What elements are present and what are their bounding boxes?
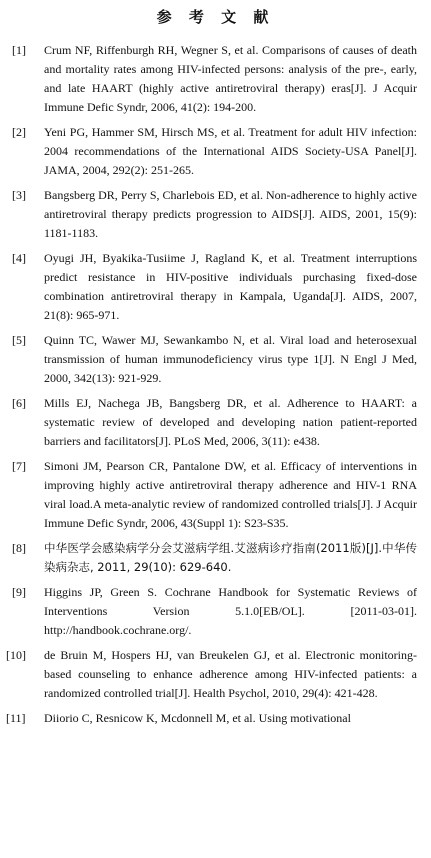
reference-list — [0, 41, 431, 734]
reference-item — [0, 186, 431, 243]
reference-number: [4] — [12, 251, 26, 265]
reference-item — [0, 457, 431, 533]
reference-item — [0, 539, 431, 577]
reference-item — [0, 331, 431, 388]
reference-item — [0, 394, 431, 451]
reference-number: [1] — [12, 43, 26, 57]
reference-number: [6] — [12, 396, 26, 410]
reference-text: 中华医学会感染病学分会艾滋病学组.艾滋病诊疗指南(2011版)[J].中华传染病杂志, 2011, 29(10): 629-640. — [44, 541, 417, 574]
reference-number: [10] — [6, 648, 26, 662]
reference-item — [0, 41, 431, 117]
reference-text: Yeni PG, Hammer SM, Hirsch MS, et al. Treatment for adult HIV infection: 2004 recommendations of the International AIDS Society-USA Panel[J]. JAMA, 2004, 292(2): 251-265. — [44, 125, 417, 177]
reference-number: [3] — [12, 188, 26, 202]
reference-number: [9] — [12, 585, 26, 599]
references-heading: 参 考 文 献 — [156, 8, 275, 26]
reference-number: [8] — [12, 541, 26, 555]
reference-text: Mills EJ, Nachega JB, Bangsberg DR, et al. Adherence to HAART: a systematic review of developed and developing nation patient-reported barriers and facilitators[J]. PLoS Med, 2006, 3(11): e438. — [44, 396, 417, 448]
reference-text: Oyugi JH, Byakika-Tusiime J, Ragland K, et al. Treatment interruptions predict resistance in HIV-positive individuals purchasing fixed-dose combination antiretroviral therapy in Kampala, Uganda[J]. AIDS, 2007, 21(8): 965-971. — [44, 251, 417, 322]
reference-item — [0, 123, 431, 180]
reference-text: Quinn TC, Wawer MJ, Sewankambo N, et al. Viral load and heterosexual transmission of human immunodeficiency virus type 1[J]. N Engl J Med, 2000, 342(13): 921-929. — [44, 333, 417, 385]
reference-text: de Bruin M, Hospers HJ, van Breukelen GJ, et al. Electronic monitoring-based counseling to enhance adherence among HIV-infected patients: a randomized controlled trial[J]. Health Psychol, 2010, 29(4): 421-428. — [44, 648, 417, 700]
reference-item — [0, 249, 431, 325]
reference-number: [11] — [6, 711, 26, 725]
reference-text: Bangsberg DR, Perry S, Charlebois ED, et al. Non-adherence to highly active antiretroviral therapy predicts progression to AIDS[J]. AIDS, 2001, 15(9): 1181-1183. — [44, 188, 417, 240]
reference-text: Diiorio C, Resnicow K, Mcdonnell M, et al. Using motivational — [44, 711, 351, 725]
reference-number: [7] — [12, 459, 26, 473]
reference-number: [2] — [12, 125, 26, 139]
reference-text: Crum NF, Riffenburgh RH, Wegner S, et al. Comparisons of causes of death and mortality rates among HIV-infected persons: analysis of the pre-, early, and late HAART (highly active antiretroviral therapy) eras[J]. J Acquir Immune Defic Syndr, 2006, 41(2): 194-200. — [44, 43, 417, 114]
reference-item — [0, 583, 431, 640]
reference-item — [0, 646, 431, 703]
reference-number: [5] — [12, 333, 26, 347]
reference-item — [0, 709, 431, 728]
reference-text: Higgins JP, Green S. Cochrane Handbook for Systematic Reviews of Interventions Version 5.1.0[EB/OL]. [2011-03-01]. http://handbook.cochrane.org/. — [44, 585, 417, 637]
reference-text: Simoni JM, Pearson CR, Pantalone DW, et al. Efficacy of interventions in improving highly active antiretroviral therapy adherence and HIV-1 RNA viral load.A meta-analytic review of randomized controlled trials[J]. J Acquir Immune Defic Syndr, 2006, 43(Suppl 1): S23-S35. — [44, 459, 417, 530]
